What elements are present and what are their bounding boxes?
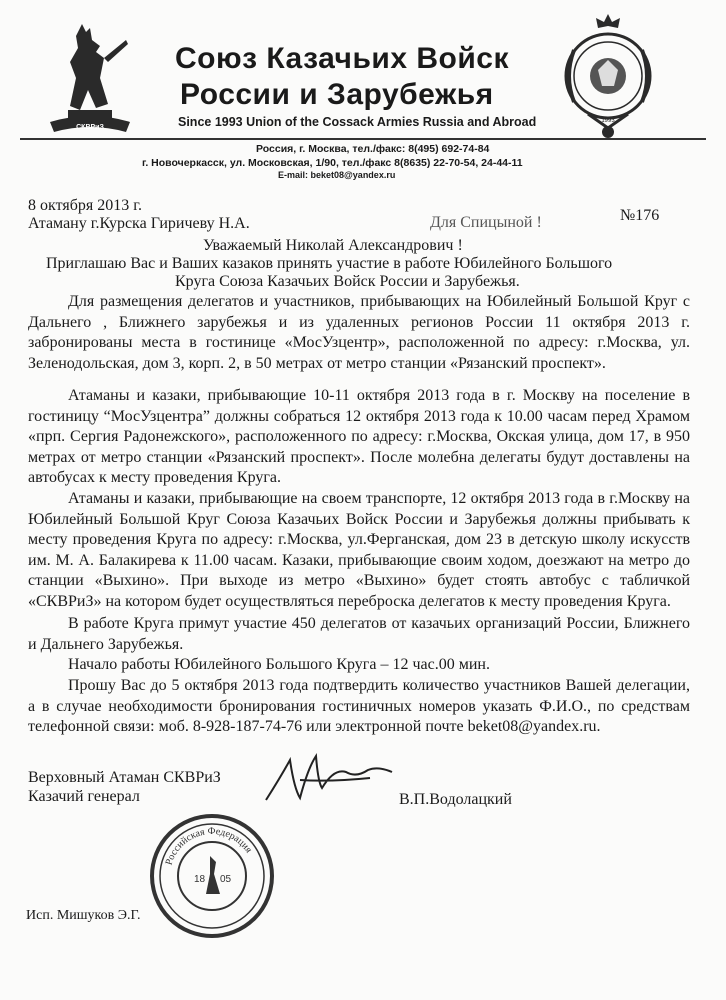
paragraph-delegates: В работе Круга примут участие 450 делегатов от казачьих организаций России, Ближнего и Дальнего Зарубежья. — [28, 615, 690, 653]
signer-title-1: Верховный Атаман СКВРиЗ — [28, 769, 221, 786]
paragraph-confirmation: Прошу Вас до 5 октября 2013 года подтвердить количество участников Вашей делегации, а в случае необходимости бронирования гостиничных номеров указать Ф.И.О., по средствам телефонной связи: моб. 8-928-187-74-76 или электронной почте beket08@yandex.ru. — [28, 677, 690, 735]
handwritten-signature — [260, 748, 400, 808]
recipient: Атаману г.Курска Гиричеву Н.А. — [28, 215, 250, 232]
seal-year-right: 05 — [220, 874, 232, 885]
seal-arc-text: Российская Федерация — [163, 825, 255, 867]
paragraph-gathering: Атаманы и казаки, прибывающие 10-11 октября 2013 года в г. Москву на поселение в гостиницу “МосУзцентра” должны собраться 12 октября 2013 года к 10.00 часам перед Храмом «прп. Сергия Радонежского», расположенного по адресу: г.Москва, Окская улица, дом 17, в 950 метрах от метро станции «Рязанский проспект». После молебна делегаты будут доставлены на автобусах к месту проведения Круга. — [28, 387, 690, 486]
logo-left-text: СКВРиЗ — [76, 124, 104, 131]
header-divider — [20, 138, 706, 140]
org-name-line1: Союз Казачьих Войск — [175, 42, 509, 75]
org-name-line2: России и Зарубежья — [180, 78, 494, 111]
seal-year-left: 18 — [194, 874, 206, 885]
paragraph-own-transport: Атаманы и казаки, прибывающие на своем транспорте, 12 октября 2013 года в г.Москву на Юбилейный Большой Круг Союза Казачьих Войск России и Зарубежья должны прибывать к месту проведения Круга по адресу: г.Москва, ул.Ферганская, дом 23 в детскую школу искусств им. М. А. Балакирева к 11.00 часам. Казаки, прибывающие своим ходом, доезжают на метро до станции «Выхино». При выходе из метро «Выхино» будет стоять автобус с табличкой «СКВРиЗ» на котором будет осуществляться переброска делегатов к месту проведения Круга. — [28, 490, 690, 610]
paragraph-start-time: Начало работы Юбилейного Большого Круга – 12 час.00 мин. — [68, 656, 490, 673]
address-moscow: Россия, г. Москва, тел./факс: 8(495) 692-74-84 — [256, 143, 490, 155]
intro-line1: Приглашаю Вас и Ваших казаков принять участие в работе Юбилейного Большого — [46, 255, 613, 272]
letter-number: №176 — [620, 207, 660, 224]
coat-of-arms-emblem-icon — [558, 10, 658, 140]
emblem-year: 1993 — [601, 118, 615, 124]
salutation: Уважаемый Николай Александрович ! — [203, 237, 463, 254]
cossack-monument-logo-icon — [30, 18, 150, 136]
paragraph-accommodation: Для размещения делегатов и участников, прибывающих на Юбилейный Большой Круг с Дальнего , Ближнего зарубежья и из удаленных регионов России 11 октября 2013 г. забронированы места в гостинице «МосУзцентр», расположенной по адресу: г.Москва, ул. Зеленодольская, дом 3, корп. 2, в 50 метрах от метро станции «Рязанский проспект». — [28, 293, 690, 372]
email-line: E-mail: beket08@yandex.ru — [278, 170, 396, 180]
org-name-english: Since 1993 Union of the Cossack Armies Russia and Abroad — [178, 115, 537, 129]
handwritten-note: Для Спицыной ! — [430, 214, 542, 231]
letter-date: 8 октября 2013 г. — [28, 197, 142, 214]
signer-name: В.П.Водолацкий — [399, 791, 512, 808]
signer-title-2: Казачий генерал — [28, 788, 140, 805]
intro-line2: Круга Союза Казачьих Войск России и Зарубежья. — [175, 273, 520, 290]
address-novocherkassk: г. Новочеркасск, ул. Московская, 1/90, тел./факс 8(8635) 22-70-54, 24-44-11 — [142, 157, 523, 169]
executor: Исп. Мишуков Э.Г. — [26, 908, 141, 923]
official-round-stamp — [148, 812, 276, 940]
